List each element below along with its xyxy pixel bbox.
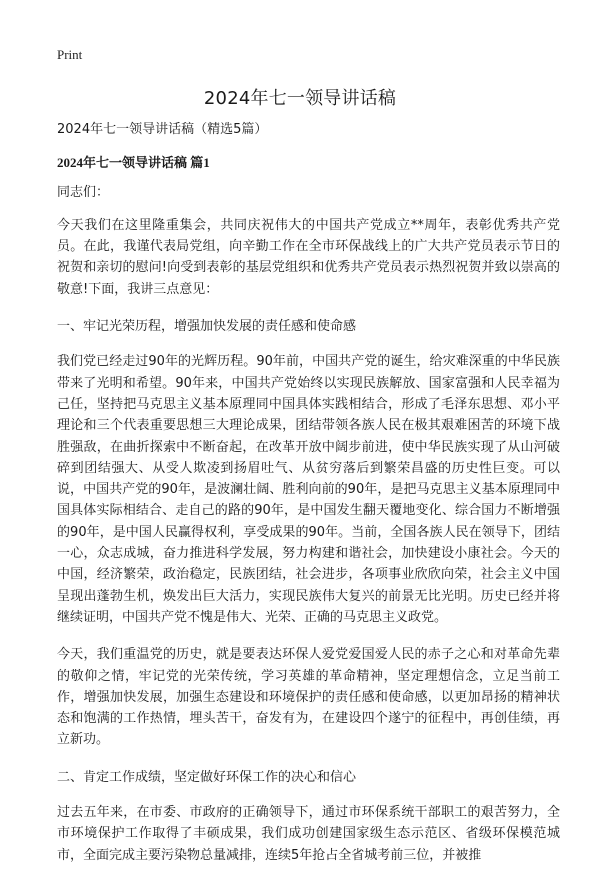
page-title: 2024年七一领导讲话稿 bbox=[203, 88, 397, 109]
heading-part-one: 一、牢记光荣历程，增强加快发展的责任感和使命感 bbox=[57, 319, 357, 335]
paragraph-history: 我们党已经走过90年的光辉历程。90年前，中国共产党的诞生，给灾难深重的中华民族带来了光明和希望。90年来，中国共产党始终以实现民族解放、国家富强和人民幸福为己任，坚持把马克思主义基本原理同中国具体实践相结合，形成了毛泽东思想、邓小平理论和三个代表重要思想三大理论成果，团结带领各族人民在极其艰难困苦的环境下战胜强敌，在曲折探索中不断奋起，在改革开放中阔步前进，使中华民族实现了从山河破碎到团结强大、从受人欺凌到扬眉吐气、从贫穷落后到繁荣昌盛的历史性巨变。可以说，中国共产党的90年，是波澜壮阔、胜利向前的90年，是把马克思主义基本原理同中国具体实际相结合、走自己的路的90年，是中国发生翻天覆地变化、综合国力不断增强的90年，是中国人民赢得权利，享受成果的90年。当前，全国各族人民在领导下，团结一心，众志成城，奋力推进科学发展，努力构建和谐社会，加快建设小康社会。今天的中国，经济繁荣，政治稳定，民族团结，社会进步，各项事业欣欣向荣，社会主义中国呈现出蓬勃生机，焕发出巨大活力，实现民族伟大复兴的前景无比光明。历史已经并将继续证明，中国共产党不愧是伟大、光荣、正确的马克思主义政党。 bbox=[57, 354, 560, 625]
section-title: 2024年七一领导讲话稿 篇1 bbox=[57, 155, 210, 171]
paragraph-achievements: 过去五年来，在市委、市政府的正确领导下，通过市环保系统干部职工的艰苦努力，全市环境保护工作取得了丰硕成果，我们成功创建国家级生态示范区、省级环保模范城市，全面完成主要污染物总量减排，连续5年抢占全省城考前三位，并被推 bbox=[57, 805, 560, 863]
document-subtitle: 2024年七一领导讲话稿（精选5篇） bbox=[57, 122, 268, 137]
print-link[interactable]: Print bbox=[57, 47, 83, 62]
document-body bbox=[57, 119, 560, 882]
greeting: 同志们： bbox=[57, 184, 110, 200]
paragraph-intro: 今天我们在这里隆重集会，共同庆祝伟大的中国共产党成立**周年，表彰优秀共产党员。在此，我谨代表局党组，向辛勤工作在全市环保战线上的广大共产党员表示节日的祝贺和亲切的慰问!向受到表彰的基层党组织和优秀共产党员表示热烈祝贺并致以崇高的敬意!下面，我讲三点意见： bbox=[57, 217, 560, 297]
paragraph-today: 今天，我们重温党的历史，就是要表达环保人爱党爱国爱人民的赤子之心和对革命先辈的敬仰之情，牢记党的光荣传统，学习英雄的革命精神，坚定理想信念，立足当前工作，增强加快发展，加强生态建设和环境保护的责任感和使命感，以更加昂扬的精神状态和饱满的工作热情，埋头苦干，奋发有为，在建设四个遂宁的征程中，再创佳绩，再立新功。 bbox=[57, 647, 560, 748]
heading-part-two: 二、肯定工作成绩，坚定做好环保工作的决心和信心 bbox=[57, 769, 357, 785]
